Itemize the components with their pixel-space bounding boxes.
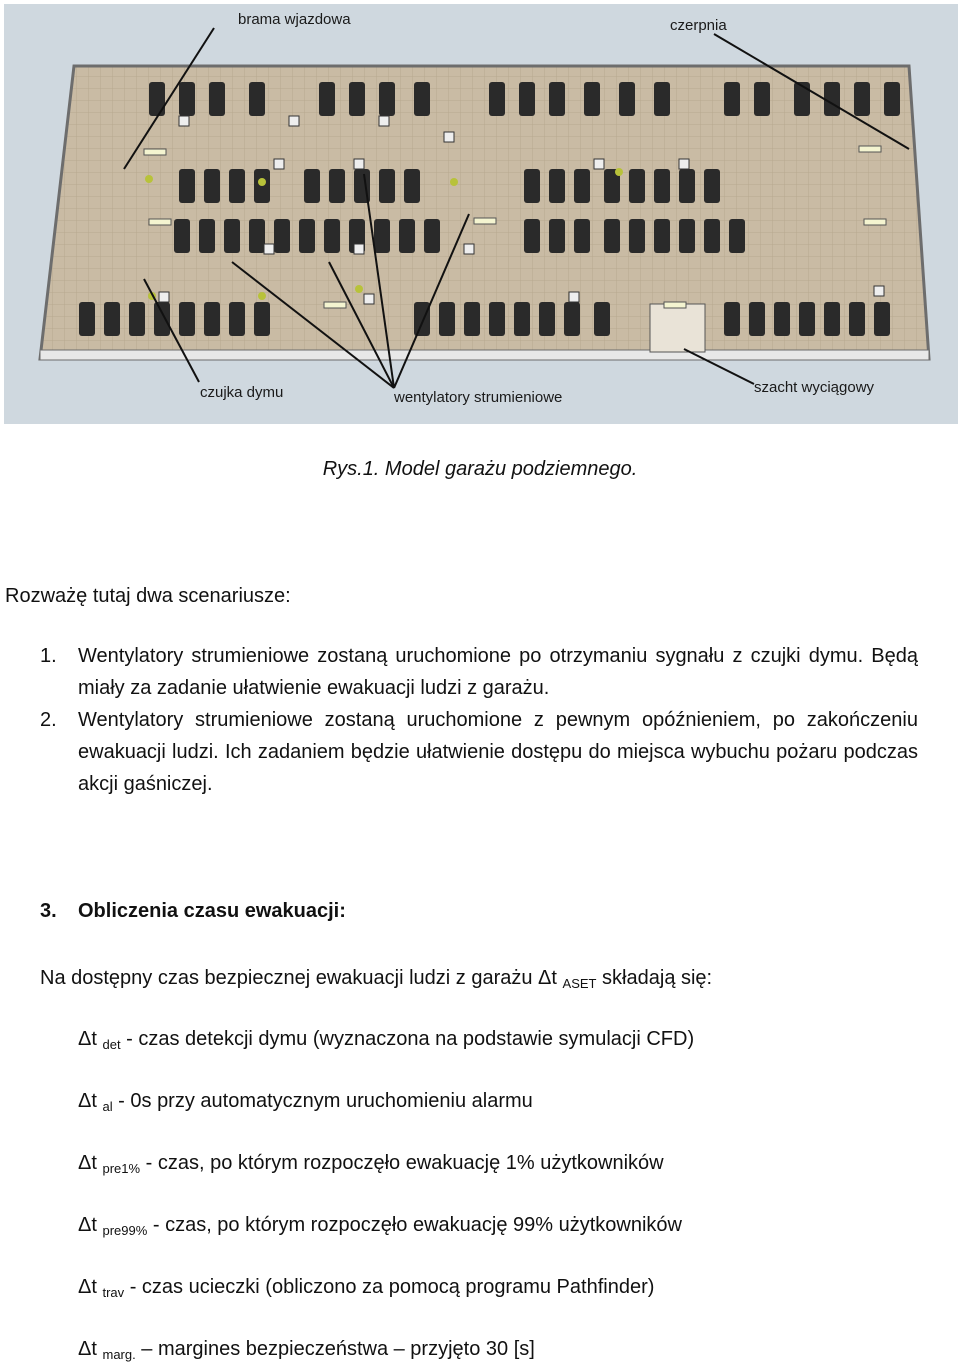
smoke-detector-icon: [444, 132, 454, 142]
parked-car: [104, 302, 120, 336]
parked-car: [519, 82, 535, 116]
garage-model-figure: [4, 4, 958, 424]
parked-car: [574, 169, 590, 203]
definition-line: [78, 1276, 654, 1300]
smoke-detector-icon: [594, 159, 604, 169]
jet-fan-icon: [324, 302, 346, 308]
parked-car: [204, 169, 220, 203]
parked-car: [129, 302, 145, 336]
parked-car: [439, 302, 455, 336]
parked-car: [824, 302, 840, 336]
parked-car: [304, 169, 320, 203]
parked-car: [149, 82, 165, 116]
parked-car: [489, 82, 505, 116]
scenario-list: [40, 640, 918, 800]
smoke-detector-icon: [379, 116, 389, 126]
parked-car: [704, 169, 720, 203]
definition-symbol: Δt: [78, 1338, 103, 1360]
parked-car: [774, 302, 790, 336]
parked-car: [679, 169, 695, 203]
lead-before: Na dostępny czas bezpiecznej ewakuacji ludzi z garażu Δt: [40, 967, 563, 989]
lead-after: składają się:: [596, 967, 713, 989]
parked-car: [854, 82, 870, 116]
label-entrance-gate: brama wjazdowa: [238, 11, 351, 28]
parked-car: [619, 82, 635, 116]
smoke-detector-icon: [464, 244, 474, 254]
scenario-number: 1.: [40, 645, 57, 667]
parked-car: [179, 302, 195, 336]
jet-fan-icon: [864, 219, 886, 225]
sensor-marker-icon: [615, 168, 623, 176]
definition-text: - czas detekcji dymu (wyznaczona na podstawie symulacji CFD): [120, 1028, 695, 1050]
smoke-detector-icon: [274, 159, 284, 169]
definition-subscript: marg.: [102, 1347, 136, 1362]
parked-car: [379, 169, 395, 203]
smoke-detector-icon: [874, 286, 884, 296]
parked-car: [209, 82, 225, 116]
definition-symbol: Δt: [78, 1090, 103, 1112]
parked-car: [229, 169, 245, 203]
definition-line: [78, 1028, 694, 1052]
parked-car: [179, 82, 195, 116]
lead-subscript: ASET: [562, 976, 597, 991]
definition-subscript: al: [102, 1099, 113, 1114]
parked-car: [424, 219, 440, 253]
parked-car: [514, 302, 530, 336]
parked-car: [584, 82, 600, 116]
scenarios-intro: Rozważę tutaj dwa scenariusze:: [5, 585, 291, 607]
parked-car: [524, 169, 540, 203]
sensor-marker-icon: [355, 285, 363, 293]
parked-car: [539, 302, 555, 336]
parked-car: [629, 219, 645, 253]
definition-text: – margines bezpieczeństwa – przyjęto 30 [s]: [135, 1338, 535, 1360]
parked-car: [204, 302, 220, 336]
smoke-detector-icon: [364, 294, 374, 304]
parked-car: [349, 82, 365, 116]
definition-subscript: pre99%: [102, 1223, 148, 1238]
parked-car: [679, 219, 695, 253]
parked-car: [604, 219, 620, 253]
parked-car: [154, 302, 170, 336]
parked-car: [564, 302, 580, 336]
section-number: 3.: [40, 900, 57, 922]
label-smoke-detector: czujka dymu: [200, 384, 284, 401]
parked-car: [824, 82, 840, 116]
jet-fan-icon: [149, 219, 171, 225]
label-jet-fans: wentylatory strumieniowe: [394, 389, 563, 406]
parked-car: [749, 302, 765, 336]
smoke-detector-icon: [289, 116, 299, 126]
definition-line: [78, 1214, 682, 1238]
sensor-marker-icon: [145, 175, 153, 183]
smoke-detector-icon: [179, 116, 189, 126]
smoke-detector-icon: [264, 244, 274, 254]
scenario-text: Wentylatory strumieniowe zostaną uruchomione po otrzymaniu sygnału z czujki dymu. Będą miały za zadanie ułatwienie ewakuacji ludzi z garażu.: [78, 645, 918, 699]
parked-car: [884, 82, 900, 116]
parked-car: [274, 219, 290, 253]
exhaust-shaft-block: [650, 304, 705, 352]
definition-line: [78, 1152, 664, 1176]
parked-car: [724, 302, 740, 336]
parked-car: [324, 219, 340, 253]
parked-car: [704, 219, 720, 253]
parked-car: [489, 302, 505, 336]
section-title: Obliczenia czasu ewakuacji:: [78, 900, 346, 922]
parked-car: [179, 169, 195, 203]
definition-symbol: Δt: [78, 1214, 103, 1236]
parked-car: [249, 82, 265, 116]
parked-car: [319, 82, 335, 116]
parked-car: [524, 219, 540, 253]
parked-car: [199, 219, 215, 253]
parked-car: [174, 219, 190, 253]
parked-car: [414, 302, 430, 336]
smoke-detector-icon: [354, 159, 364, 169]
jet-fan-icon: [474, 218, 496, 224]
section-heading: [40, 900, 346, 923]
definition-subscript: pre1%: [102, 1161, 141, 1176]
definition-subscript: det: [102, 1037, 121, 1052]
definition-symbol: Δt: [78, 1152, 103, 1174]
parked-car: [329, 169, 345, 203]
parked-car: [549, 82, 565, 116]
definition-text: - czas, po którym rozpoczęło ewakuację 1% użytkowników: [140, 1152, 664, 1174]
sensor-marker-icon: [258, 178, 266, 186]
scenario-number: 2.: [40, 709, 57, 731]
smoke-detector-icon: [159, 292, 169, 302]
parked-car: [654, 169, 670, 203]
jet-fan-icon: [664, 302, 686, 308]
parked-car: [299, 219, 315, 253]
parked-car: [414, 82, 430, 116]
scenario-item: [40, 640, 918, 704]
parked-car: [799, 302, 815, 336]
parked-car: [724, 82, 740, 116]
smoke-detector-icon: [679, 159, 689, 169]
parked-car: [379, 82, 395, 116]
garage-model-illustration: [4, 4, 958, 424]
parked-car: [79, 302, 95, 336]
parked-car: [754, 82, 770, 116]
aset-lead-sentence: [40, 962, 712, 1000]
parked-car: [874, 302, 890, 336]
scenario-text: Wentylatory strumieniowe zostaną uruchomione z pewnym opóźnieniem, po zakończeniu ewakuacji ludzi. Ich zadaniem będzie ułatwienie dostępu do miejsca wybuchu pożaru podczas akcji gaśniczej.: [78, 709, 918, 795]
label-intake: czerpnia: [670, 17, 727, 34]
parked-car: [464, 302, 480, 336]
definition-line: [78, 1338, 535, 1362]
parked-car: [229, 302, 245, 336]
parked-car: [794, 82, 810, 116]
parked-car: [254, 302, 270, 336]
sensor-marker-icon: [450, 178, 458, 186]
parked-car: [594, 302, 610, 336]
parked-car: [249, 219, 265, 253]
garage-front-wall: [40, 350, 929, 360]
parked-car: [654, 82, 670, 116]
definition-text: - czas ucieczki (obliczono za pomocą programu Pathfinder): [124, 1276, 655, 1298]
parked-car: [574, 219, 590, 253]
parked-car: [549, 219, 565, 253]
smoke-detector-icon: [569, 292, 579, 302]
parked-car: [374, 219, 390, 253]
definition-line: [78, 1090, 533, 1114]
parked-car: [729, 219, 745, 253]
definition-text: - 0s przy automatycznym uruchomieniu alarmu: [112, 1090, 533, 1112]
parked-car: [654, 219, 670, 253]
definition-symbol: Δt: [78, 1276, 103, 1298]
figure-caption: Rys.1. Model garażu podziemnego.: [322, 458, 638, 480]
definition-symbol: Δt: [78, 1028, 103, 1050]
parked-car: [399, 219, 415, 253]
jet-fan-icon: [859, 146, 881, 152]
sensor-marker-icon: [258, 292, 266, 300]
parked-car: [849, 302, 865, 336]
parked-car: [224, 219, 240, 253]
jet-fan-icon: [144, 149, 166, 155]
parked-car: [549, 169, 565, 203]
definition-subscript: trav: [102, 1285, 125, 1300]
scenario-item: [40, 704, 918, 800]
smoke-detector-icon: [354, 244, 364, 254]
parked-car: [629, 169, 645, 203]
parked-car: [404, 169, 420, 203]
label-exhaust-shaft: szacht wyciągowy: [754, 379, 875, 396]
definition-text: - czas, po którym rozpoczęło ewakuację 99% użytkowników: [147, 1214, 682, 1236]
